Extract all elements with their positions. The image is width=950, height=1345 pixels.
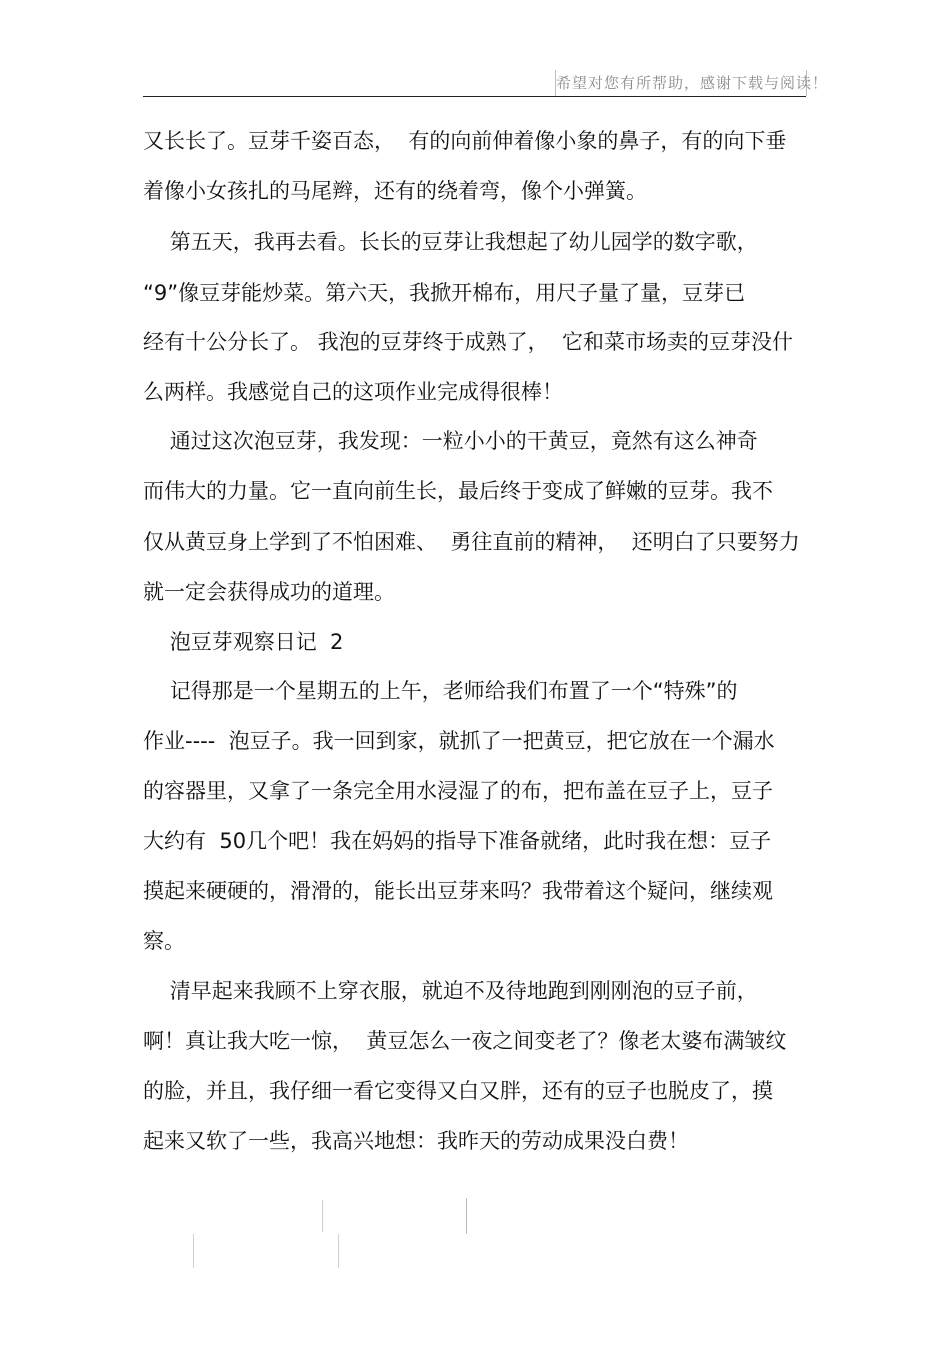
text-line: 作业---- 泡豆子。我一回到家，就抓了一把黄豆，把它放在一个漏水 [143, 729, 775, 753]
scan-mark [466, 1198, 467, 1234]
text-line: 又长长了。豆芽千姿百态， 有的向前伸着像小象的鼻子，有的向下垂 [143, 129, 787, 153]
text-line: 起来又软了一些，我高兴地想：我昨天的劳动成果没白费！ [143, 1129, 689, 1153]
text-line: 而伟大的力量。它一直向前生长，最后终于变成了鲜嫩的豆芽。我不 [143, 479, 773, 503]
text-line: 摸起来硬硬的，滑滑的，能长出豆芽来吗？我带着这个疑问，继续观 [143, 879, 773, 903]
text-line: 的容器里，又拿了一条完全用水浸湿了的布，把布盖在豆子上，豆子 [143, 779, 773, 803]
scan-mark [193, 1234, 194, 1268]
text-line: “9”像豆芽能炒菜。第六天，我掀开棉布，用尺子量了量，豆芽已 [143, 281, 746, 305]
text-line: 的脸，并且，我仔细一看它变得又白又胖，还有的豆子也脱皮了，摸 [143, 1079, 773, 1103]
header-rule [143, 96, 806, 97]
text-line: 大约有 50几个吧！我在妈妈的指导下准备就绪，此时我在想：豆子 [143, 829, 772, 853]
scan-mark [338, 1234, 339, 1268]
section-heading: 泡豆芽观察日记 2 [143, 630, 344, 654]
text-line: 啊！真让我大吃一惊， 黄豆怎么一夜之间变老了？像老太婆布满皱纹 [143, 1029, 787, 1053]
header-note: 希望对您有所帮助，感谢下载与阅读！ [555, 70, 807, 96]
text-line: 仅从黄豆身上学到了不怕困难、 勇往直前的精神， 还明白了只要努力 [143, 530, 800, 554]
text-line: 着像小女孩扎的马尾辫，还有的绕着弯，像个小弹簧。 [143, 179, 647, 203]
text-line: 么两样。我感觉自己的这项作业完成得很棒！ [143, 380, 563, 404]
text-line: 通过这次泡豆芽，我发现：一粒小小的干黄豆，竟然有这么神奇 [143, 429, 758, 453]
scan-mark [322, 1200, 323, 1232]
text-line: 第五天，我再去看。长长的豆芽让我想起了幼儿园学的数字歌， [143, 230, 758, 254]
text-line: 记得那是一个星期五的上午，老师给我们布置了一个“特殊”的 [143, 679, 738, 703]
text-line: 察。 [143, 929, 185, 953]
text-line: 就一定会获得成功的道理。 [143, 580, 395, 604]
text-line: 经有十公分长了。 我泡的豆芽终于成熟了， 它和菜市场卖的豆芽没什 [143, 330, 794, 354]
text-line: 清早起来我顾不上穿衣服，就迫不及待地跑到刚刚泡的豆子前， [143, 979, 758, 1003]
